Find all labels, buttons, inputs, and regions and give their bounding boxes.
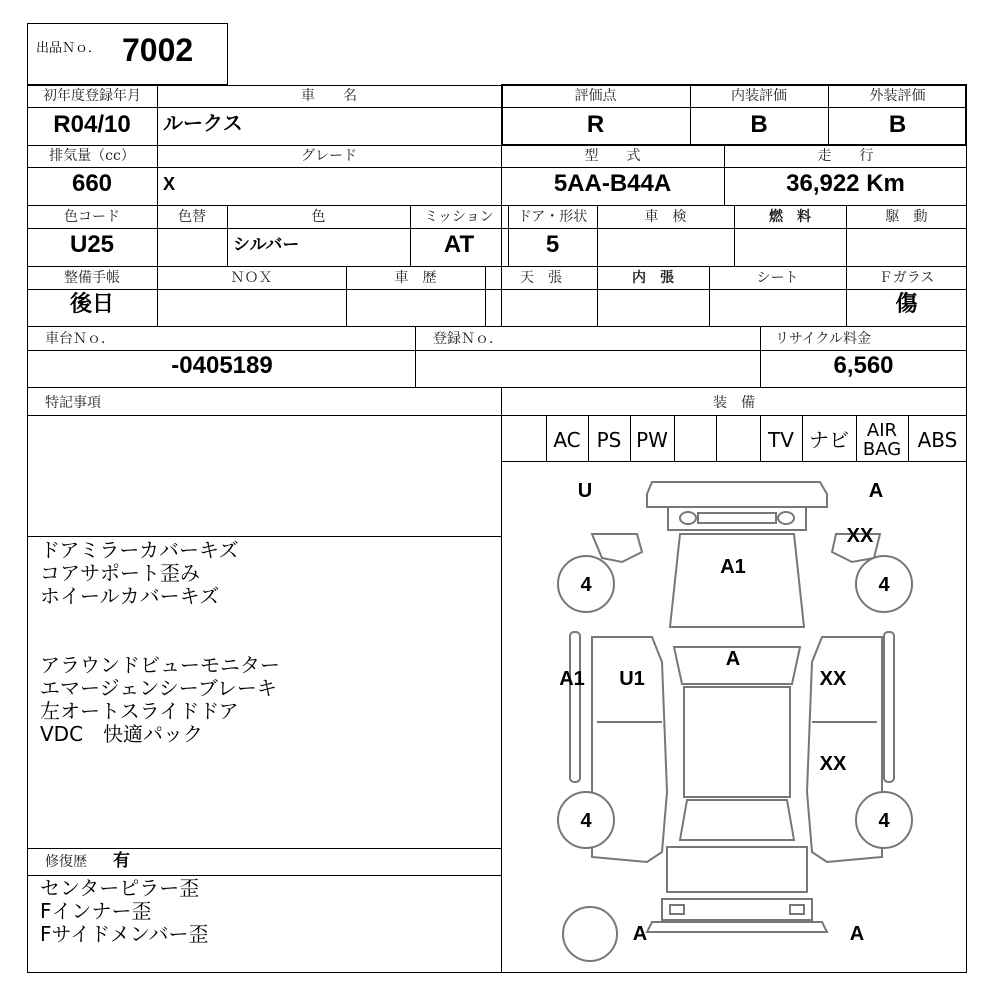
- f-glass-value: 傷: [895, 292, 918, 317]
- model-code-value: 5AA-B44A: [553, 170, 672, 197]
- mark-left-front-door: A1: [559, 668, 585, 690]
- label-color-change: 色替: [178, 209, 206, 225]
- equip-pw: PW: [636, 428, 668, 452]
- label-interior-lining: 内 張: [632, 270, 674, 286]
- interior-value: B: [750, 111, 768, 138]
- label-score: 評価点: [574, 88, 617, 104]
- label-registration: 初年度登録年月: [43, 88, 141, 104]
- mark-rear-right-corner: A: [849, 923, 865, 945]
- label-interior: 内装評価: [731, 88, 787, 104]
- lot-number-label: 出品Ｎｏ．: [36, 41, 102, 56]
- label-nox: ＮＯＸ: [230, 270, 273, 286]
- remark-line: エマージェンシーブレーキ: [40, 676, 277, 700]
- color-code-value: U25: [69, 231, 115, 258]
- remark-line: ドアミラーカバーキズ: [40, 538, 239, 562]
- displacement-value: 660: [71, 170, 113, 197]
- label-mileage: 走 行: [817, 148, 874, 164]
- label-registration-no: 登録Ｎｏ．: [433, 331, 503, 347]
- label-color-code: 色コード: [64, 209, 120, 225]
- exterior-value: B: [888, 111, 907, 138]
- repair-line: Fサイドメンバー歪: [40, 922, 209, 946]
- label-grade: グレード: [301, 148, 357, 164]
- doors-value: 5: [545, 231, 560, 258]
- car-name-value: ルークス: [163, 113, 243, 135]
- car-diagram: [502, 462, 966, 972]
- equip-abs: ABS: [917, 428, 958, 452]
- repair-line: Fインナー歪: [40, 899, 152, 923]
- mark-hood: A1: [720, 556, 746, 578]
- remarks-label: 特記事項: [45, 395, 101, 411]
- equip-tv: TV: [768, 428, 794, 452]
- remark-line: ホイールカバーキズ: [40, 584, 220, 608]
- equip-navi: ナビ: [809, 428, 849, 452]
- remark-line: VDC 快適パック: [40, 722, 204, 746]
- mark-front-left-corner: U: [577, 480, 593, 502]
- equipment-label: 装 備: [713, 395, 755, 411]
- grade-value: X: [163, 174, 176, 194]
- label-ceiling: 天 張: [520, 270, 562, 286]
- label-exterior: 外装評価: [869, 88, 926, 104]
- repair-lines: [40, 877, 209, 946]
- recycle-fee-value: 6,560: [833, 352, 894, 379]
- label-fuel: 燃 料: [769, 209, 811, 225]
- remark-line: コアサポート歪み: [40, 561, 200, 585]
- equip-airbag: AIR BAG: [862, 420, 902, 460]
- registration-value: R04/10: [53, 111, 131, 138]
- remarks-group-1: [40, 539, 239, 608]
- mark-front-right-corner: A: [868, 480, 884, 502]
- mark-right-rear-door: XX: [819, 753, 847, 775]
- label-maintenance: 整備手帳: [64, 270, 120, 286]
- score-value: R: [586, 111, 605, 138]
- label-seat: シート: [756, 270, 799, 286]
- equip-ac: AC: [553, 428, 581, 452]
- tire-grade-front-left: 4: [580, 574, 592, 596]
- label-recycle-fee: リサイクル料金: [775, 331, 872, 347]
- label-history: 車 歴: [394, 270, 437, 286]
- label-chassis: 車台Ｎｏ．: [45, 331, 115, 347]
- repair-value: 有: [113, 851, 130, 871]
- label-mission: ミッション: [424, 209, 494, 225]
- maintenance-value: 後日: [69, 292, 114, 317]
- remark-line: 左オートスライドドア: [40, 699, 239, 723]
- mileage-value: 36,922 Km: [786, 170, 905, 197]
- chassis-value: -0405189: [171, 352, 273, 379]
- equip-ps: PS: [596, 428, 622, 452]
- tire-grade-front-right: 4: [878, 574, 890, 596]
- repair-label: 修復歴: [45, 854, 87, 870]
- color-value: シルバー: [233, 235, 300, 254]
- label-car-name: 車 名: [301, 88, 357, 104]
- mark-front-right-fender: XX: [846, 525, 874, 547]
- label-f-glass: Ｆガラス: [878, 270, 935, 286]
- label-doors: ドア・形状: [517, 209, 588, 225]
- label-model-code: 型 式: [584, 148, 641, 164]
- tire-grade-rear-left: 4: [580, 810, 592, 832]
- lot-number: 7002: [122, 32, 194, 68]
- repair-line: センターピラー歪: [40, 876, 200, 900]
- spare-tire: [563, 907, 617, 961]
- mark-rear-left-corner: A: [632, 923, 648, 945]
- label-inspection: 車 検: [644, 209, 687, 225]
- mark-right-front-door: XX: [819, 668, 847, 690]
- mark-left-front-door-2: U1: [619, 668, 645, 690]
- label-displacement: 排気量（cc）: [49, 148, 135, 164]
- tire-grade-rear-right: 4: [878, 810, 890, 832]
- remark-line: アラウンドビューモニター: [40, 653, 280, 677]
- mission-value: AT: [443, 231, 475, 258]
- label-drive: 駆 動: [885, 209, 928, 225]
- remarks-group-2: [40, 654, 280, 746]
- mark-roof-front: A: [725, 648, 741, 670]
- label-color: 色: [311, 209, 326, 225]
